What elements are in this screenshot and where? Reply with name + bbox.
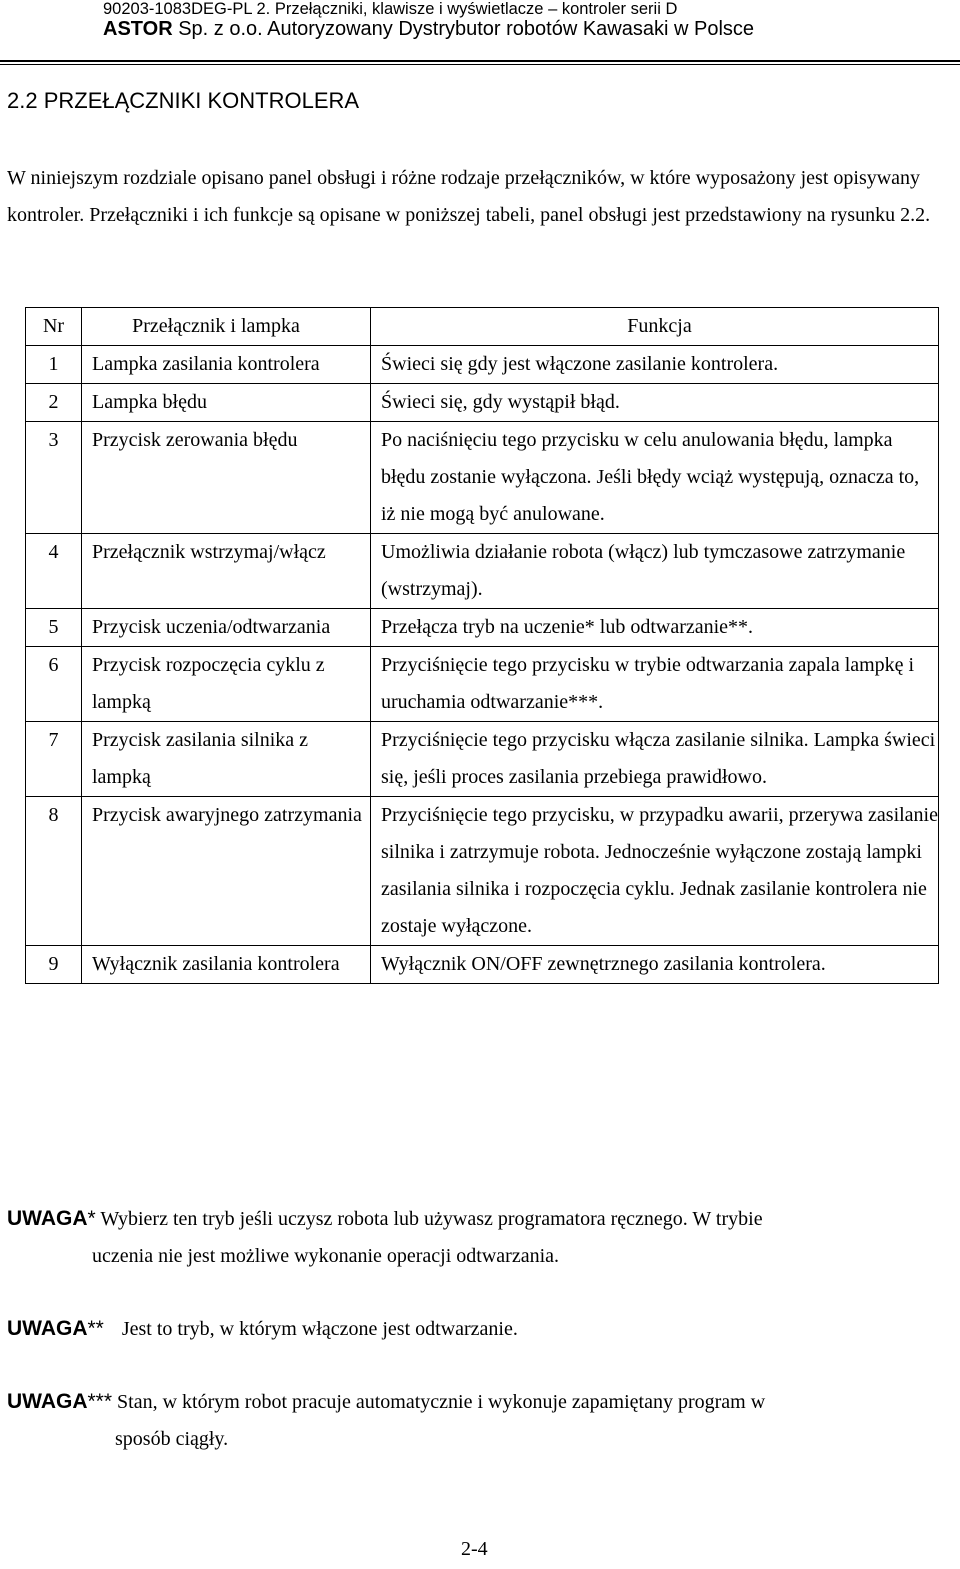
table-row — [26, 609, 939, 647]
table-row — [26, 346, 939, 384]
column-header-function: Funkcja — [371, 308, 939, 346]
column-header-switch: Przełącznik i lampka — [82, 308, 371, 346]
row-switch-name: Wyłącznik zasilania kontrolera — [82, 946, 371, 984]
page-number: 2-4 — [461, 1538, 488, 1560]
table-row — [26, 422, 939, 534]
row-function: Przyciśnięcie tego przycisku w trybie odtwarzania zapala lampkę i uruchamia odtwarzanie***. — [371, 647, 939, 722]
table-row — [26, 946, 939, 984]
row-switch-name: Przycisk zasilania silnika z lampką — [82, 722, 371, 797]
row-number: 5 — [26, 609, 82, 647]
row-function: Umożliwia działanie robota (włącz) lub tymczasowe zatrzymanie (wstrzymaj). — [371, 534, 939, 609]
note-text-line1: Wybierz ten tryb jeśli uczysz robota lub używasz programatora ręcznego. W trybie — [95, 1208, 763, 1230]
note-label: UWAGA — [7, 1207, 88, 1230]
note-text-line2: sposób ciągły. — [115, 1428, 229, 1450]
table-header-row — [26, 308, 939, 346]
table-row — [26, 797, 939, 946]
note-label: UWAGA — [7, 1390, 88, 1413]
row-function: Świeci się gdy jest włączone zasilanie kontrolera. — [371, 346, 939, 384]
doc-header-title: 90203-1083DEG-PL 2. Przełączniki, klawisze i wyświetlacze – kontroler serii D — [103, 0, 678, 18]
table-row — [26, 722, 939, 797]
row-switch-name: Przycisk uczenia/odtwarzania — [82, 609, 371, 647]
row-switch-name: Lampka zasilania kontrolera — [82, 346, 371, 384]
note-stars: ** — [87, 1317, 104, 1340]
doc-header-company — [103, 18, 754, 41]
row-number: 4 — [26, 534, 82, 609]
note-text: Jest to tryb, w którym włączone jest odtwarzanie. — [121, 1318, 518, 1340]
note-stars: *** — [87, 1390, 113, 1413]
row-function: Wyłącznik ON/OFF zewnętrznego zasilania kontrolera. — [371, 946, 939, 984]
row-number: 1 — [26, 346, 82, 384]
row-function: Przyciśnięcie tego przycisku, w przypadku awarii, przerywa zasilanie silnika i zatrzymuje robota. Jednocześnie wyłączone zostają lampki zasilania silnika i rozpoczęcia cyklu. Jednak zasilanie kontrolera nie zostaje wyłączone. — [371, 797, 939, 946]
note-text-line1: Stan, w którym robot pracuje automatycznie i wykonuje zapamiętany program w — [112, 1391, 766, 1413]
row-function: Przyciśnięcie tego przycisku włącza zasilanie silnika. Lampka świeci się, jeśli proces zasilania przebiega prawidłowo. — [371, 722, 939, 797]
note-3 — [7, 1383, 942, 1458]
note-text-line2: uczenia nie jest możliwe wykonanie operacji odtwarzania. — [92, 1245, 560, 1267]
row-function: Świeci się, gdy wystąpił błąd. — [371, 384, 939, 422]
table-row — [26, 534, 939, 609]
note-label: UWAGA — [7, 1317, 88, 1340]
table-row — [26, 647, 939, 722]
switch-table — [25, 307, 939, 984]
section-title: 2.2 PRZEŁĄCZNIKI KONTROLERA — [7, 88, 360, 113]
row-number: 8 — [26, 797, 82, 946]
row-function: Po naciśnięciu tego przycisku w celu anulowania błędu, lampka błędu zostanie wyłączona. Jeśli błędy wciąż występują, oznacza to, iż nie mogą być anulowane. — [371, 422, 939, 534]
row-function: Przełącza tryb na uczenie* lub odtwarzanie**. — [371, 609, 939, 647]
header-rule-thin — [0, 64, 960, 65]
section-intro: W niniejszym rozdziale opisano panel obsługi i różne rodzaje przełączników, w które wyposażony jest opisywany kontroler. Przełączniki i ich funkcje są opisane w poniższej tabeli, panel obsługi jest przedstawiony na rysunku 2.2. — [7, 167, 931, 226]
note-1 — [7, 1200, 942, 1275]
company-name: ASTOR — [103, 18, 173, 40]
header-rule — [0, 60, 960, 62]
row-switch-name: Przycisk zerowania błędu — [82, 422, 371, 534]
row-number: 7 — [26, 722, 82, 797]
row-number: 3 — [26, 422, 82, 534]
row-switch-name: Przycisk rozpoczęcia cyklu z lampką — [82, 647, 371, 722]
row-switch-name: Przełącznik wstrzymaj/włącz — [82, 534, 371, 609]
note-stars: * — [87, 1207, 96, 1230]
table-body — [26, 346, 939, 984]
company-description: Sp. z o.o. Autoryzowany Dystrybutor robotów Kawasaki w Polsce — [172, 18, 755, 40]
row-number: 6 — [26, 647, 82, 722]
table-row — [26, 384, 939, 422]
row-switch-name: Lampka błędu — [82, 384, 371, 422]
column-header-nr: Nr — [26, 308, 82, 346]
row-number: 2 — [26, 384, 82, 422]
note-2 — [7, 1310, 942, 1348]
row-switch-name: Przycisk awaryjnego zatrzymania — [82, 797, 371, 946]
row-number: 9 — [26, 946, 82, 984]
